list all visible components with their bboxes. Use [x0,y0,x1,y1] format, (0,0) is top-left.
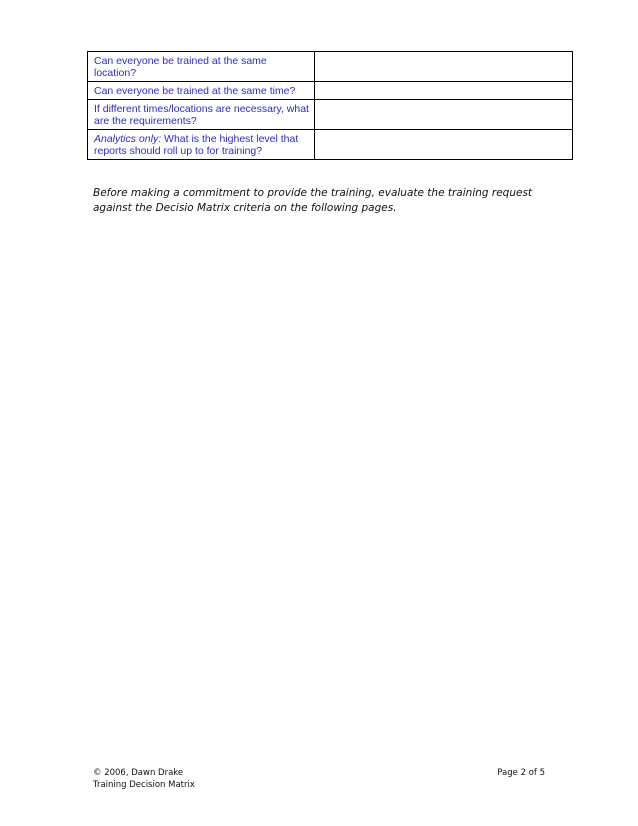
answer-cell[interactable] [315,82,573,100]
answer-cell[interactable] [315,52,573,82]
instruction-note: Before making a commitment to provide the training, evaluate the training request against the Decisio Matrix criteria on the following pages. [93,187,533,214]
table-row [88,100,573,130]
table-row [88,52,573,82]
table-row [88,82,573,100]
answer-cell[interactable] [315,100,573,130]
answer-cell[interactable] [315,130,573,160]
question-text: Can everyone be trained at the same time? [94,85,296,97]
question-cell [88,100,315,130]
requirements-table [87,51,573,160]
question-prefix: Analytics only: [94,133,162,145]
page-number: Page 2 of 5 [497,768,545,778]
question-text: If different times/locations are necessary, what are the requirements? [94,103,309,127]
page-footer [93,767,545,791]
question-cell [88,130,315,160]
document-title: Training Decision Matrix [93,780,195,790]
copyright-text: © 2006, Dawn Drake [93,768,184,778]
table-row [88,130,573,160]
question-cell [88,82,315,100]
question-cell [88,52,315,82]
footer-row [93,767,545,779]
question-text: What is the highest level that reports should roll up to for training? [94,133,299,157]
question-text: Can everyone be trained at the same location? [94,55,267,79]
